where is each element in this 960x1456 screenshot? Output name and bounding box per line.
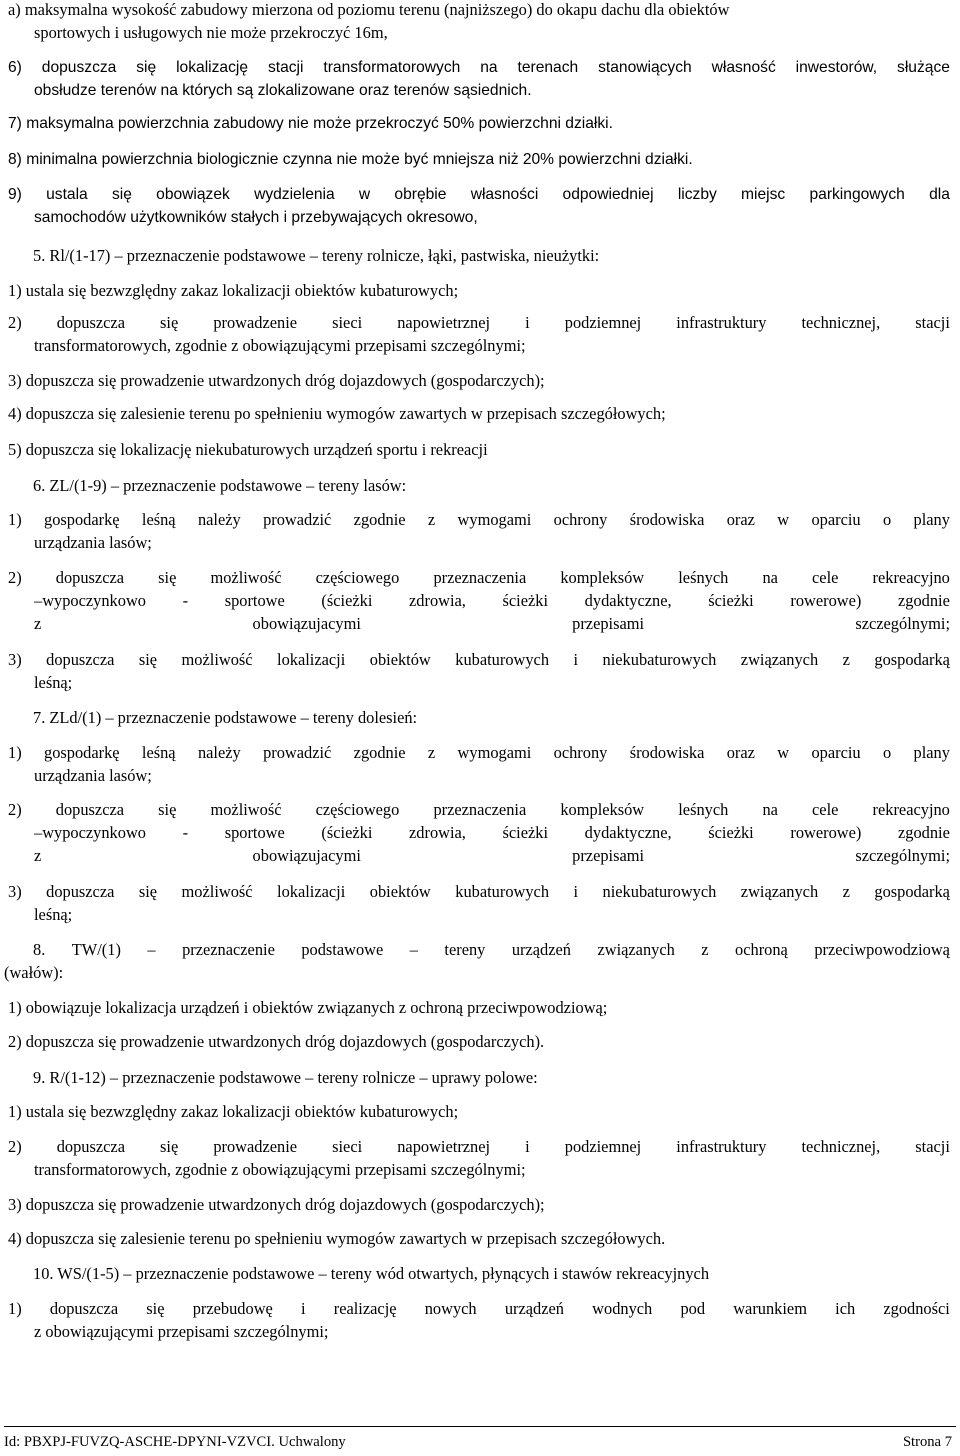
word: napowietrznej <box>397 1137 491 1156</box>
word: ich <box>835 1299 856 1318</box>
word: i <box>573 650 579 669</box>
word: szczególnymi; <box>855 614 950 633</box>
word: oparciu <box>811 743 861 762</box>
word: –wypoczynkowo <box>34 823 146 842</box>
word: wodnych <box>592 1299 653 1318</box>
word: możliwość <box>210 800 282 819</box>
word: związanych <box>740 882 819 901</box>
word: oraz <box>726 510 755 529</box>
word: z <box>842 650 850 669</box>
text-line: 5) dopuszcza się lokalizację niekubaturowych urządzeń sportu i rekreacji <box>8 440 488 459</box>
word: się <box>160 313 179 332</box>
word: prowadzić <box>263 743 332 762</box>
word: napowietrznej <box>397 313 491 332</box>
word: technicznej, <box>801 1137 881 1156</box>
word: gospodarkę <box>44 743 120 762</box>
text-line <box>8 800 950 820</box>
word: sieci <box>332 313 363 332</box>
text-line: leśną; <box>34 905 73 924</box>
word: sieci <box>332 1137 363 1156</box>
word: możliwość <box>210 568 282 587</box>
word: obowiązujacymi <box>252 846 361 865</box>
word: się <box>160 1137 179 1156</box>
word: przeznaczenia <box>433 568 527 587</box>
word: kubaturowych <box>455 650 550 669</box>
word: sportowe <box>224 591 285 610</box>
word: cele <box>812 800 839 819</box>
word: stacji <box>267 59 304 76</box>
word: leśną <box>141 743 176 762</box>
word: i <box>525 313 530 332</box>
text-line <box>8 882 950 902</box>
word: 3) <box>8 650 22 669</box>
word: obiektów <box>369 650 431 669</box>
word: dopuszcza <box>46 882 115 901</box>
word: ścieżki <box>708 591 754 610</box>
text-line <box>34 591 950 611</box>
word: 2) <box>8 800 22 819</box>
word: dopuszcza <box>41 59 117 76</box>
text-line <box>8 743 950 763</box>
word: 3) <box>8 882 22 901</box>
word: obowiązek <box>156 186 230 203</box>
text-line: 7) maksymalna powierzchnia zabudowy nie może przekroczyć 50% powierzchni działki. <box>8 115 613 132</box>
word: (ścieżki <box>321 591 373 610</box>
text-line: (wałów): <box>4 963 64 982</box>
word: podziemnej <box>564 313 642 332</box>
word: zdrowia, <box>409 591 466 610</box>
word: plany <box>913 510 950 529</box>
word: gospodarkę <box>44 510 120 529</box>
word: dopuszcza <box>56 313 125 332</box>
page-number: Strona 7 <box>902 1434 952 1450</box>
word: na <box>762 800 778 819</box>
word: pod <box>680 1299 706 1318</box>
word: rekreacyjno <box>872 568 950 587</box>
text-line <box>8 510 950 530</box>
word: stacji <box>915 1137 950 1156</box>
word: oraz <box>726 743 755 762</box>
word: rekreacyjno <box>872 800 950 819</box>
word: dopuszcza <box>46 650 115 669</box>
word: wymogami <box>457 743 532 762</box>
word: się <box>111 186 132 203</box>
text-line: a) maksymalna wysokość zabudowy mierzona od poziomu terenu (najniższego) do okapu dachu dla obiektów <box>8 0 730 19</box>
word: plany <box>913 743 950 762</box>
word: zgodnie <box>353 743 406 762</box>
word: środowiska <box>629 743 705 762</box>
word: ochrony <box>553 510 608 529</box>
word: w <box>358 186 371 203</box>
word: realizację <box>333 1299 397 1318</box>
word: ścieżki <box>708 823 754 842</box>
word: należy <box>197 510 241 529</box>
word: 8. <box>33 940 46 959</box>
word: zgodnie <box>898 823 950 842</box>
word: 2) <box>8 568 22 587</box>
word: możliwość <box>181 882 253 901</box>
word: infrastruktury <box>676 313 767 332</box>
word: 1) <box>8 510 22 529</box>
word: własność <box>711 59 776 76</box>
word: urządzeń <box>504 1299 564 1318</box>
word: warunkiem <box>733 1299 807 1318</box>
word: sportowe <box>224 823 285 842</box>
word: leśnych <box>678 800 729 819</box>
word: ścieżki <box>502 823 549 842</box>
word: się <box>136 59 157 76</box>
word: zgodności <box>883 1299 950 1318</box>
word: terenach <box>517 59 579 76</box>
text-line: obsłudze terenów na których są zlokalizowane oraz terenów sąsiednich. <box>34 82 532 99</box>
word: i <box>525 1137 530 1156</box>
word: odpowiedniej <box>562 186 654 203</box>
word: prowadzić <box>263 510 332 529</box>
word: urządzeń <box>511 940 571 959</box>
word: na <box>480 59 498 76</box>
word: 6) <box>8 59 22 76</box>
word: obrębie <box>394 186 447 203</box>
word: prowadzenie <box>213 1137 298 1156</box>
word: podziemnej <box>564 1137 642 1156</box>
word: o <box>882 743 892 762</box>
word: niekubaturowych <box>602 650 717 669</box>
word: lokalizację <box>176 59 249 76</box>
word: transformatorowych <box>323 59 461 76</box>
word: stanowiących <box>598 59 692 76</box>
word: na <box>762 568 778 587</box>
text-line: transformatorowych, zgodnie z obowiązującymi przepisami szczególnymi; <box>34 336 526 355</box>
footer-divider <box>4 1426 956 1427</box>
text-line: 9. R/(1-12) – przeznaczenie podstawowe – tereny rolnicze – uprawy polowe: <box>33 1068 538 1087</box>
text-line <box>8 185 950 205</box>
word: się <box>146 1299 165 1318</box>
word: dopuszcza <box>49 1299 119 1318</box>
text-line: 4) dopuszcza się zalesienie terenu po spełnieniu wymogów zawartych w przepisach szczegółowych; <box>8 404 666 423</box>
text-line: urządzania lasów; <box>34 766 152 785</box>
word: technicznej, <box>801 313 881 332</box>
word: oparciu <box>811 510 861 529</box>
word: własności <box>470 186 539 203</box>
word: lokalizacji <box>277 650 346 669</box>
word: - <box>182 823 189 842</box>
text-line: z obowiązującymi przepisami szczególnymi; <box>34 1322 329 1341</box>
word: lokalizacji <box>277 882 346 901</box>
word: i <box>573 882 579 901</box>
word: rowerowe) <box>790 591 862 610</box>
word: w <box>777 510 790 529</box>
word: możliwość <box>181 650 253 669</box>
word: zgodnie <box>898 591 950 610</box>
text-line: 8) minimalna powierzchnia biologicznie czynna nie może być mniejsza niż 20% powierzchni działki. <box>8 151 693 168</box>
word: 1) <box>8 743 22 762</box>
text-line: transformatorowych, zgodnie z obowiązującymi przepisami szczególnymi; <box>34 1160 526 1179</box>
word: stacji <box>915 313 950 332</box>
word: 9) <box>8 186 22 203</box>
text-line: 7. ZLd/(1) – przeznaczenie podstawowe – tereny dolesień: <box>33 708 418 727</box>
word: przepisami <box>572 846 645 865</box>
word: się <box>158 800 177 819</box>
word: – <box>409 940 418 959</box>
word: leśnych <box>678 568 729 587</box>
text-line <box>8 1137 950 1157</box>
word: ścieżki <box>502 591 549 610</box>
word: służące <box>897 59 950 76</box>
text-line: 1) ustala się bezwzględny zakaz lokalizacji obiektów kubaturowych; <box>8 281 459 300</box>
word: z <box>701 940 709 959</box>
word: zgodnie <box>353 510 406 529</box>
word: gospodarką <box>874 650 950 669</box>
word: cele <box>812 568 839 587</box>
word: dopuszcza <box>56 1137 125 1156</box>
word: się <box>138 650 158 669</box>
word: dla <box>929 186 950 203</box>
word: tereny <box>444 940 486 959</box>
word: nowych <box>424 1299 477 1318</box>
word: obowiązujacymi <box>252 614 361 633</box>
text-line: 6. ZL/(1-9) – przeznaczenie podstawowe – tereny lasów: <box>33 476 407 495</box>
text-line: 2) dopuszcza się prowadzenie utwardzonych dróg dojazdowych (gospodarczych). <box>8 1032 545 1051</box>
text-line <box>8 1299 950 1319</box>
word: w <box>777 743 790 762</box>
text-line: 1) obowiązuje lokalizacja urządzeń i obiektów związanych z ochroną przeciwpowodziową; <box>8 998 608 1017</box>
word: częściowego <box>315 568 400 587</box>
text-line: samochodów użytkowników stałych i przebywających okresowo, <box>34 209 478 226</box>
word: kompleksów <box>560 800 645 819</box>
word: związanych <box>597 940 675 959</box>
word: ustala <box>46 186 88 203</box>
word: infrastruktury <box>676 1137 767 1156</box>
word: dydaktyczne, <box>584 591 672 610</box>
word: gospodarką <box>874 882 950 901</box>
text-line <box>8 650 950 670</box>
word: liczby <box>677 186 717 203</box>
word: przeznaczenia <box>433 800 527 819</box>
word: z <box>34 614 42 633</box>
text-line: 5. Rl/(1-17) – przeznaczenie podstawowe – tereny rolnicze, łąki, pastwiska, nieużytki: <box>33 246 600 265</box>
word: inwestorów, <box>795 59 878 76</box>
text-line: 3) dopuszcza się prowadzenie utwardzonych dróg dojazdowych (gospodarczych); <box>8 1195 545 1214</box>
word: związanych <box>740 650 819 669</box>
word: przeznaczenie <box>182 940 275 959</box>
word: 2) <box>8 1137 22 1156</box>
text-line <box>8 313 950 333</box>
document-id: Id: PBXPJ-FUVZQ-ASCHE-DPYNI-VZVCI. Uchwalony <box>4 1434 346 1450</box>
word: miejsc <box>741 186 786 203</box>
text-line: 4) dopuszcza się zalesienie terenu po spełnieniu wymogów zawartych w przepisach szczegółowych. <box>8 1229 666 1248</box>
text-line <box>33 940 950 960</box>
text-line: 3) dopuszcza się prowadzenie utwardzonych dróg dojazdowych (gospodarczych); <box>8 371 545 390</box>
word: środowiska <box>629 510 705 529</box>
word: (ścieżki <box>321 823 373 842</box>
word: prowadzenie <box>213 313 298 332</box>
word: zdrowia, <box>409 823 466 842</box>
word: dopuszcza <box>55 568 125 587</box>
word: należy <box>197 743 241 762</box>
word: z <box>34 846 42 865</box>
text-line: sportowych i usługowych nie może przekroczyć 16m, <box>34 23 388 42</box>
word: i <box>301 1299 306 1318</box>
word: szczególnymi; <box>855 846 950 865</box>
word: się <box>158 568 177 587</box>
word: ochroną <box>735 940 788 959</box>
word: się <box>138 882 158 901</box>
word: dydaktyczne, <box>584 823 672 842</box>
word: obiektów <box>369 882 431 901</box>
word: przebudowę <box>192 1299 273 1318</box>
word: leśną <box>141 510 176 529</box>
word: podstawowe <box>301 940 384 959</box>
word: – <box>147 940 156 959</box>
word: ochrony <box>553 743 608 762</box>
word: z <box>427 743 436 762</box>
word: częściowego <box>315 800 400 819</box>
word: TW/(1) <box>71 940 121 959</box>
word: wydzielenia <box>254 186 335 203</box>
word: parkingowych <box>809 186 905 203</box>
text-line: urządzania lasów; <box>34 533 152 552</box>
word: przeciwpowodziową <box>814 940 950 959</box>
word: dopuszcza <box>55 800 125 819</box>
text-line: leśną; <box>34 673 73 692</box>
word: kubaturowych <box>455 882 550 901</box>
word: przepisami <box>572 614 645 633</box>
text-line <box>34 846 950 866</box>
word: 1) <box>8 1299 22 1318</box>
word: kompleksów <box>560 568 645 587</box>
text-line: 10. WS/(1-5) – przeznaczenie podstawowe – tereny wód otwartych, płynących i stawów rekreacyjnych <box>33 1264 710 1283</box>
text-line <box>34 614 950 634</box>
text-line <box>8 58 950 78</box>
word: wymogami <box>457 510 532 529</box>
word: rowerowe) <box>790 823 862 842</box>
text-line <box>34 823 950 843</box>
word: z <box>842 882 850 901</box>
text-line <box>8 568 950 588</box>
word: –wypoczynkowo <box>34 591 146 610</box>
word: niekubaturowych <box>602 882 717 901</box>
word: - <box>182 591 189 610</box>
text-line: 1) ustala się bezwzględny zakaz lokalizacji obiektów kubaturowych; <box>8 1102 459 1121</box>
word: o <box>882 510 892 529</box>
word: z <box>427 510 436 529</box>
word: 2) <box>8 313 22 332</box>
